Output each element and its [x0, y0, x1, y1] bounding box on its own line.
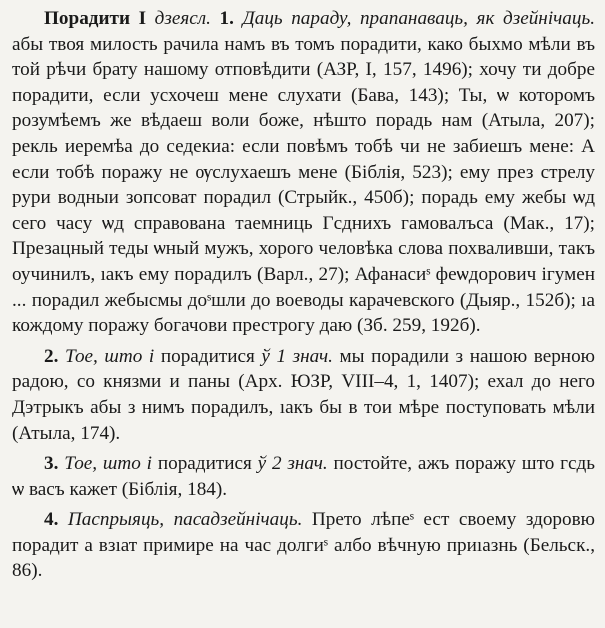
sense-4-paragraph — [12, 507, 595, 584]
sense-3-ref: порадитися — [152, 453, 258, 475]
sense-2-refnum: ў 1 знач. — [261, 345, 333, 367]
sense-2-body: мы порадили з нашою верною радою, со князми и паны (Арх. ЮЗР, VIII–4, 1, 1407); ехал до него Дэтрыкъ абы з нимъ порадилъ, ıакъ бы в тои мѣре поступовать мѣли (Атыла, 174). — [12, 345, 596, 444]
headword: Порадити I — [44, 8, 147, 29]
sense-2-definition: Тое, што і — [64, 345, 155, 367]
sense-4-body: Прето лѣпеˢ ест своему здоровю порадит а взıат примире на час долгиˢ албо вѣчную приıазнь (Бельск., 86). — [12, 509, 596, 582]
sense-3-definition: Тое, што і — [64, 453, 153, 475]
sense-1-definition: Даць параду, прапанаваць, як дзейнічаць. — [242, 8, 596, 29]
part-of-speech: дзеясл. — [154, 8, 211, 29]
sense-4-definition: Паспрыяць, пасадзейнічаць. — [67, 509, 303, 531]
sense-3-refnum: ў 2 знач. — [257, 453, 328, 475]
sense-1-body: абы твоя милость рачила намъ въ томъ порадити, како быхмо мѣли въ той рѣчи брату нашому отповѣдити (АЗР, I, 157, 1496); хочу ти добре порадити, если усхочеш мене слухати (Бава, 143); Ты, ѡ которомъ розумѣемъ же вѣдаеш воли боже, нѣшто порадь нам (Атыла, 207); рекль иеремѣа до седекиа: если повѣмъ тобѣ чи не забиешъ мене: А если тобѣ поражу не ѹслухаешъ мене (Біблія, 523); ему през стрелу рури водныи зопсоват порадил (Стрыйк., 450б); порадь ему жебы ѡд сего часу ѡд справована таемниць Гсднихъ гамовалъса (Мак., 17); Презацный теды ѡный мужъ, хорого человѣка слова похваливши, такъ оучинилъ, ıакъ ему порадилъ (Варл., 27); Афанасиˢ феѡдорович ігумен ... порадил жебысмы доˢшли до воеводы карачевского (Дыяр., 152б); ıа кождому поражу богачови престрогу даю (Зб. 259, 192б). — [12, 33, 595, 337]
sense-3-paragraph — [12, 451, 595, 502]
sense-1-paragraph — [12, 6, 595, 339]
sense-2-number: 2. — [44, 345, 59, 367]
sense-3-number: 3. — [44, 453, 59, 475]
sense-4-number: 4. — [44, 509, 59, 531]
sense-2-paragraph — [12, 344, 595, 446]
sense-3-body: постойте, ажъ поражу што гсдь ѡ васъ кажет (Біблія, 184). — [12, 453, 596, 500]
sense-1-number: 1. — [219, 8, 234, 29]
sense-2-ref: порадитися — [154, 345, 262, 367]
